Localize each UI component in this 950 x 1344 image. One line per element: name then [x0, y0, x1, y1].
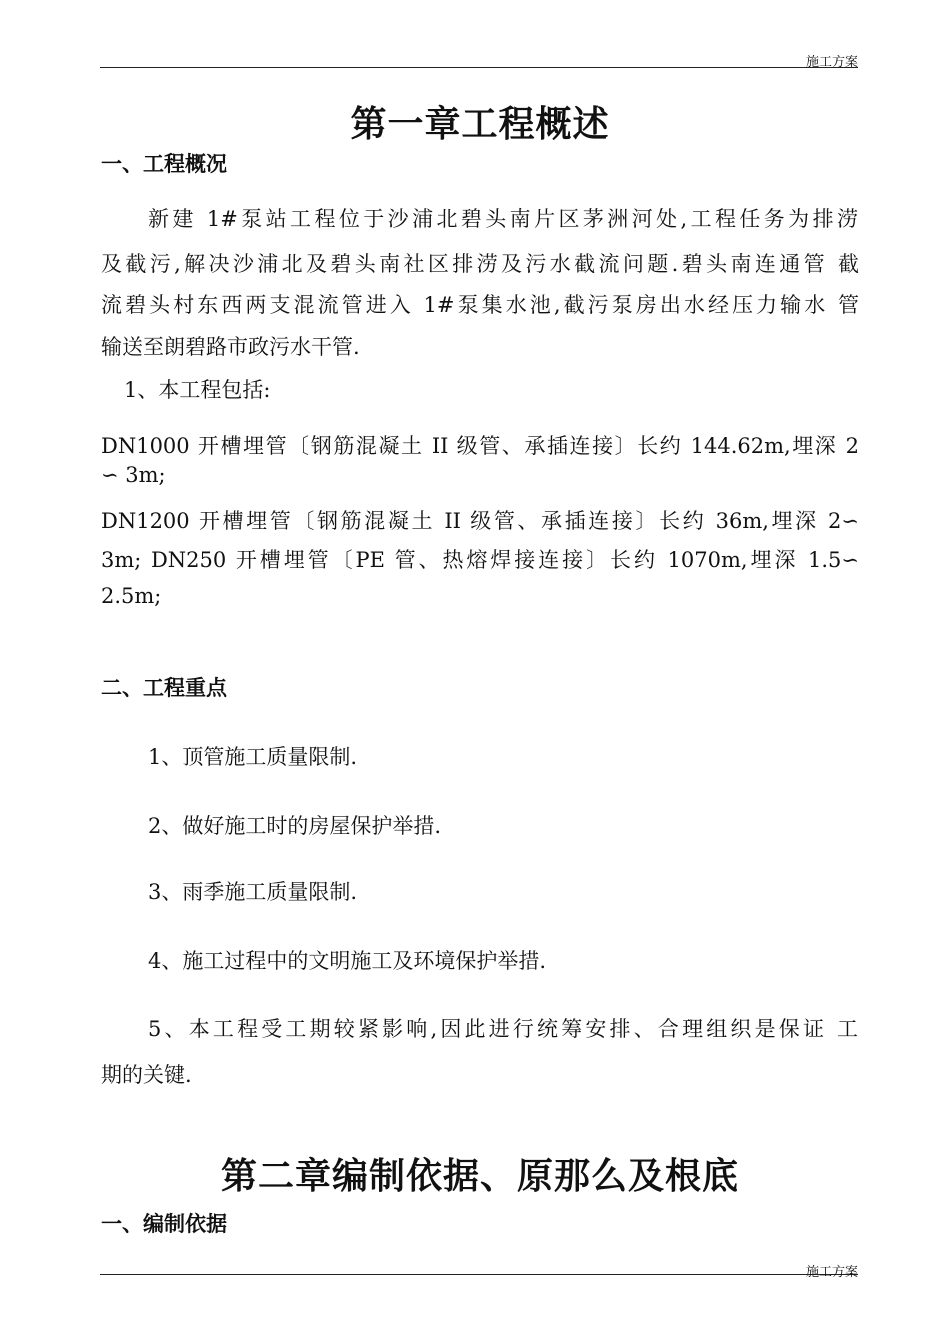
list-item: 3、雨季施工质量限制.: [148, 880, 358, 904]
footer-rule: [100, 1274, 858, 1275]
list-item: DN1000 开槽埋管〔钢筋混凝土 II 级管、承插连接〕长约 144.62m,埋深 2: [101, 434, 859, 458]
page-header-title: 施工方案: [805, 55, 858, 70]
list-item: 4、施工过程中的文明施工及环境保护举措.: [148, 949, 547, 973]
chapter-2-title: 第二章编制依据、原那么及根底: [220, 1156, 739, 1197]
paragraph-line: 输送至朗碧路市政污水干管.: [101, 335, 360, 359]
list-item: 2.5m;: [101, 584, 162, 608]
chapter-1-title: 第一章工程概述: [350, 104, 610, 145]
list-item: 3m; DN250 开槽埋管〔PE 管、热熔焊接连接〕长约 1070m,埋深 1.5∽: [101, 548, 859, 572]
list-item: 2、做好施工时的房屋保护举措.: [148, 814, 442, 838]
header-rule: [100, 67, 858, 68]
paragraph-line: 及截污,解决沙浦北及碧头南社区排涝及污水截流问题.碧头南连通管 截: [101, 252, 859, 276]
list-item: 5、本工程受工期较紧影响,因此进行统筹安排、合理组织是保证 工: [148, 1017, 858, 1041]
section-heading-key-points: 二、工程重点: [101, 676, 227, 700]
paragraph-line: 新建 1#泵站工程位于沙浦北碧头南片区茅洲河处,工程任务为排涝: [148, 207, 858, 231]
list-item-continuation: 期的关键.: [101, 1063, 192, 1087]
section-heading-basis: 一、编制依据: [101, 1212, 227, 1236]
includes-label: 1、本工程包括:: [124, 378, 271, 402]
page-footer-title: 施工方案: [805, 1265, 858, 1280]
section-heading-overview: 一、工程概况: [101, 152, 227, 176]
list-item: 1、顶管施工质量限制.: [148, 745, 358, 769]
list-item: ∽ 3m;: [101, 463, 166, 487]
list-item: DN1200 开槽埋管〔钢筋混凝土 II 级管、承插连接〕长约 36m,埋深 2∽: [101, 509, 859, 533]
paragraph-line: 流碧头村东西两支混流管进入 1#泵集水池,截污泵房出水经压力输水 管: [101, 293, 859, 317]
